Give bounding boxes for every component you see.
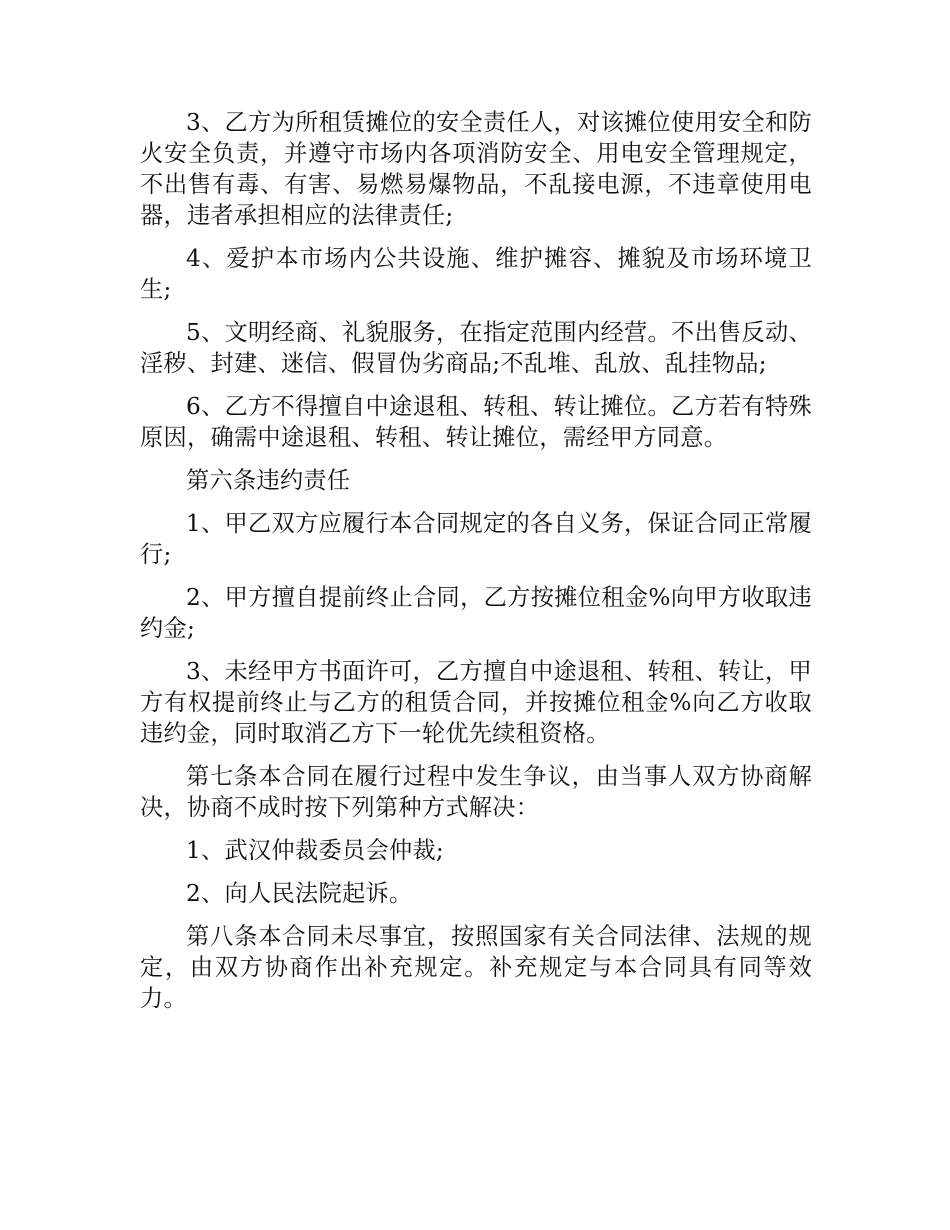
paragraph-clause-5-3: 3、乙方为所租赁摊位的安全责任人，对该摊位使用安全和防火安全负责，并遵守市场内各项消防安全、用电安全管理规定，不出售有毒、有害、易燃易爆物品，不乱接电源，不违章使用电器，违者承担相应的法律责任;: [140, 109, 812, 229]
paragraph-clause-6-1: 1、甲乙双方应履行本合同规定的各自义务，保证合同正常履行;: [140, 510, 812, 568]
paragraph-clause-5-4: 4、爱护本市场内公共设施、维护摊容、摊貌及市场环境卫生;: [140, 245, 812, 303]
paragraph-clause-6-3: 3、未经甲方书面许可，乙方擅自中途退租、转租、转让，甲方有权提前终止与乙方的租赁合同，并按摊位租金%向乙方收取违约金，同时取消乙方下一轮优先续租资格。: [140, 658, 812, 747]
paragraph-article-7: 第七条本合同在履行过程中发生争议，由当事人双方协商解决，协商不成时按下列第种方式解决：: [140, 763, 812, 821]
paragraph-clause-5-6: 6、乙方不得擅自中途退租、转租、转让摊位。乙方若有特殊原因，确需中途退租、转租、转让摊位，需经甲方同意。: [140, 393, 812, 451]
paragraph-clause-6-2: 2、甲方擅自提前终止合同，乙方按摊位租金%向甲方收取违约金;: [140, 584, 812, 642]
paragraph-clause-7-2: 2、向人民法院起诉。: [186, 880, 413, 907]
section-heading-article-6: 第六条违约责任: [186, 467, 351, 494]
paragraph-clause-7-1: 1、武汉仲裁委员会仲裁;: [186, 837, 445, 864]
document-page: [140, 107, 812, 1026]
paragraph-article-8: 第八条本合同未尽事宜，按照国家有关合同法律、法规的规定，由双方协商作出补充规定。补充规定与本合同具有同等效力。: [140, 923, 812, 1012]
paragraph-clause-5-5: 5、文明经商、礼貌服务，在指定范围内经营。不出售反动、淫秽、封建、迷信、假冒伪劣商品;不乱堆、乱放、乱挂物品;: [140, 319, 812, 377]
